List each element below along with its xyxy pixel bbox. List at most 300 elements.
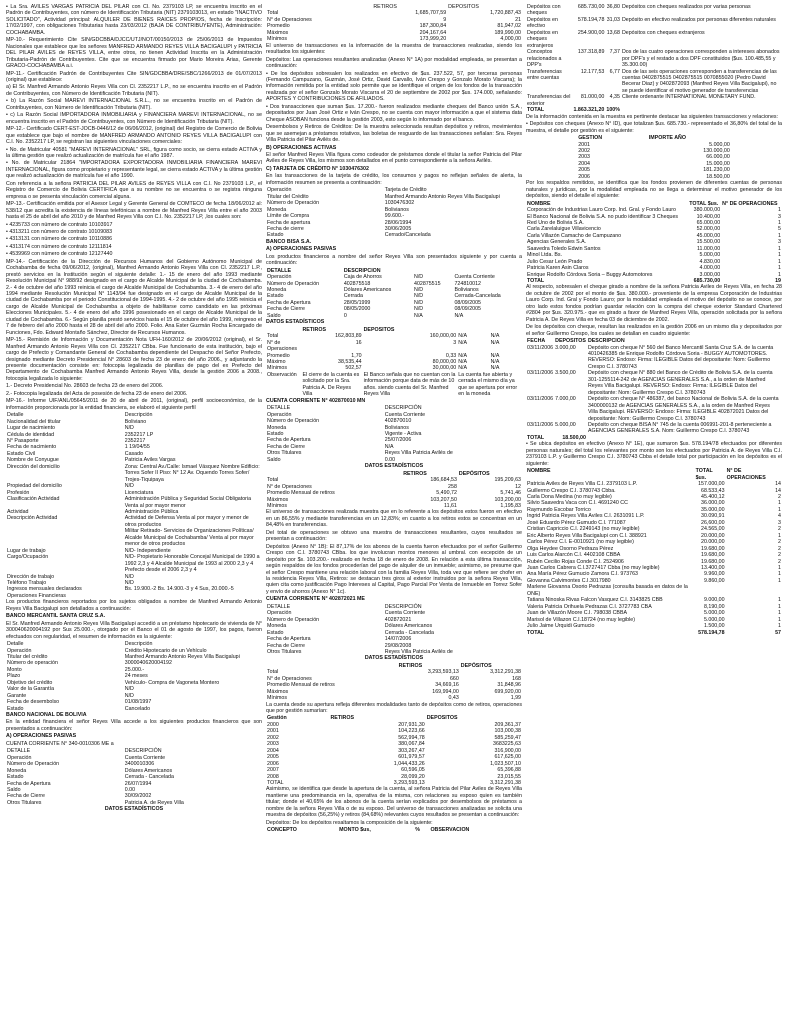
observation-label: Observación [267,371,297,378]
table-cell: Marlene Giovanna Osorio Pedrazas (consulta basada en datos de la ONE) [527,584,688,597]
table-cell: 23,015,55 [497,773,521,780]
table-cell: 5.000,00 [555,422,576,428]
table-cell: TOTAL [267,780,284,787]
credit-card-table [266,187,522,239]
table-cell: Objetivo del crédito [7,679,53,686]
table-cell: 1,023,507,10 [490,760,521,767]
section-title: C) TARJETA DE CRÉDITO N° 1030476302 [266,165,369,172]
table-cell: Transferencias entre cuentas [527,68,562,81]
table-cell: Rubén Cecilio Rojas Conde C.I. 2524906 [527,558,624,565]
table-cell: Estado [267,431,284,437]
paragraph: • No. de Matricular 40581 "MAREVI INTERNACIONAL" SRL, figura como socio, se cierra estado ACTIVA y la última gestión que realizó actualización de matrícula fue el año 1987. [6,146,262,159]
table-cell: 38,535,44 [338,359,362,366]
table-cell: Promedio Mensual de retiros [267,682,335,689]
table-cell: 52.000,00 [696,226,721,233]
table-cell: Número de Operación [7,761,60,768]
table-cell: 2352217 LP [124,431,154,438]
table-cell: Nombre de Conyugue [7,457,59,464]
table-cell: 303,267,47 [398,747,425,754]
table-cell: Operación [7,754,32,761]
table-cell: Estado [7,774,24,781]
table-cell: 1 [778,564,781,571]
table-cell: Olga Heydee Osorno Pedraza Pérez [527,545,614,552]
stats-table [266,663,522,702]
table-cell: 28/06/1994 [384,219,412,226]
table-cell: 30/06/2005 [384,225,412,232]
table-cell: 578.194,78 [577,16,605,23]
table-cell: Lugar de trabajo [7,547,46,554]
table-cell: Caja de Ahorros [343,274,382,281]
table-cell: 1 [778,610,781,617]
table-cell: 3000040620004192 [124,660,172,667]
stats-title: DATOS ESTADÍSTICOS [364,463,424,470]
table-cell: Tarjeta de Crédito [384,187,427,194]
table-cell: Cerrada - Cancelada [384,629,434,636]
table-cell: DESCRIPCIÓN [124,748,162,755]
table-cell: 0,33 [445,352,457,359]
table-cell: 4.830,00 [699,258,721,265]
table-cell: 31,03 [606,16,620,23]
section-title: A) OPERACIONES PASIVAS [266,246,337,253]
table-cell: Depósito con cheque N° 486387, del banco Nacional de Bolivia S.A. de la cuenta 3400000132 de AGENCIAS GENERALES S.A., a la orden de Manfred Reyes Villa Bacigalupi. REVERSO: Endoso: Firma: ILEGIBLE 402872021 Datos del depositante: Nom: Guillermo Crespo C.I. 3780743 [587,396,779,422]
table-cell: 19.680,00 [701,552,725,559]
table-cell: 2 [778,552,781,559]
table-cell: 24.565,00 [701,526,725,533]
table-cell: Actividad de Defensa Venta al por mayor y menor de otros productos [124,515,249,528]
header-cell: DEPOSITOS [555,338,586,345]
account-title: CUENTA CORRIENTE N° 340-0010306 ME a [6,740,114,747]
table-cell: 1 [778,577,781,584]
table-cell: Operación [267,187,292,194]
header-cell: DEPOSITOS [426,715,458,722]
paragraph: • 4539969 con número de contrato 12127440 [6,251,113,258]
table-cell: N° de Operaciones [267,483,312,490]
table-cell: N/A [384,443,394,450]
table-cell: Valeria Patricia Orihuela Pedrazas C.I. 3727783 CBA [527,603,652,610]
table-cell: Moneda [267,287,287,294]
table-cell: 30/09/2002 [124,793,152,800]
table-cell: Carla Dona Medina (no muy legible) [527,493,612,500]
header-cell: NOMBRE [527,200,551,207]
table-cell: 402870010 [384,418,412,425]
table-cell: 4,000,00 [500,36,521,43]
table-row [6,496,262,509]
table-cell: 45.400,12 [701,493,725,500]
table-row [526,422,782,435]
table-cell: N/D- Propietario Honorable Concejal Municipal de 1990 a 1992 2,3 y 4 Alcalde Municipal de 1993 al 2000 2,3 y 4 Prefecto desde el 2006 2,3 y 4 [124,554,260,574]
table-cell: N/A [458,339,468,346]
table-cell: Licenciatura [124,489,154,496]
table-cell: 1 [778,219,781,226]
table-cell: 3 [778,239,781,246]
observation-cell: El Banco señala que no cuentan con la información porque data de más de 10 años. siendo cuenta del Sr. Manfred Reyes Villa [363,371,456,398]
header-cell: GESTION [578,135,603,142]
table-cell: Operación [267,610,292,617]
table-cell: 5,490,72 [436,490,457,497]
table-cell: Total [267,333,279,340]
table-cell: Cancelado [124,705,151,712]
table-cell: 1 [778,571,781,578]
header-cell: IMPORTE AÑO [648,135,687,142]
table-cell: Fecha de Cierre [7,793,45,800]
table-cell: Patricia Aviles de Reyes Villa C.I. 2379103 L.P. [527,481,638,488]
table-cell: Ingresos mensuales declarados [7,586,82,593]
paragraph: MP-12.- Certificado CERT-EST-JOCB-0446/12 de 06/06/2012, (original) del Registro de Comercio de Bolivia que establece que bajo el nombre de MANFRED ARMANDO ANTONIO REYES VILLA BACIGALUPI con C.I. No. 2352217 LP, se registran las siguientes vinculaciones comerciales: [6,126,262,146]
table-header [266,827,522,833]
table-cell: 5.000,00 [703,610,725,617]
table-cell: 2006 [267,760,279,767]
table-cell: 31,848,96 [497,682,521,689]
table-cell: Patricia A. de Reyes Villa [124,799,184,806]
table-row [266,340,522,353]
paragraph: • c) La Razón Social IMPORTADORA INMOBILIARIA y FINANCIERA MAREVI INTERNACIONAL, no se encuentra inscrito en el Padrón de Contribuyentes, con Número de Identificación Tributaria (NIT). [6,112,262,125]
table-cell: Actividad [7,508,29,515]
account-title: CUENTA CORRIENTE N° 402872021 ME [266,596,365,603]
table-cell [6,528,124,547]
table-cell: DETALLE [267,405,291,412]
table-cell: 7,37 [609,49,620,56]
checks-table [526,338,782,441]
stats-table [266,4,522,43]
table-cell: 03/11/2006 [527,370,554,377]
table-cell: Titular del Crédito [267,193,309,200]
table-cell: Ana María Pérez Gumucio Zamora C.I. 973763 [527,571,638,578]
header-cell: TOTAL $us. [689,200,719,207]
table-cell: N/D [414,306,424,313]
paragraph: • 4313131 con número de contrato 10110886 [6,236,113,243]
table-cell: 20.000,00 [701,539,725,546]
table-cell: Estado [267,629,284,636]
table-cell: 19.680,00 [701,558,725,565]
table-cell: Fecha de Apertura [267,437,311,444]
bank-title: BANCO BISA S.A. [266,238,312,245]
table-cell: 187,300,84 [419,23,447,30]
table-cell: 254.900,00 [577,29,605,36]
table-cell: Promedio Mensual de retiros [267,490,335,497]
table-cell: Agencias Generales S.A. [527,239,587,246]
table-cell: Fecha de desembolso [7,699,60,706]
table-cell: Cuenta Corriente [454,274,495,281]
table-cell: Dirección del domicilio [7,463,60,470]
table-cell: 1 [778,506,781,513]
table-cell: Depósito con cheque N° 880 del Banco de Crédito de Bolivia S.A. de la cuenta 301-1255114-242 de AGENCIAS GENERALES S.A., a la orden de Manfred Reyes Villa Bacigalupi. REVERSO: Endoso: Firma: ILEGIBLE Datos del depositante: Nom: Guillermo Crespo C.I. 3780743 [587,370,773,396]
table-cell: 5.000,00 [699,252,721,259]
table-cell: 724810012 [454,280,481,287]
paragraph: MP-11.- Certificación Padrón de Contribuyentes Cite SIN/GDCBBA/DRE/SBC/1266/2013 de 01/07/2013 (original) que establece: [6,70,262,83]
total-value: 578.194,78 [698,629,725,636]
table-cell: Dos de las seis operaciones corresponden a transferencias de las cuentas 0402875515 0402875515 0070855020 (Pedro David Becerar Diaz) y 0402872093 (Manfred Reyes Villa Bacigalupi), no se puede identificar el motivo generador de transferencias [621,68,777,94]
table-cell: 8,190,00 [703,603,725,610]
table-cell: Dólares Americanos [343,287,392,294]
table-cell: Total [267,669,279,676]
table-cell: 2 [778,545,781,552]
header-cell: TOTAL $us. [695,468,713,481]
multi-stats-table [266,327,522,398]
table-cell: Transferencias del exterior [527,94,571,107]
table-cell: Boliviano [124,418,147,425]
table-cell: Conceptos relacionados a DPP's [527,49,562,69]
table-cell: N/A [490,339,500,346]
column-3-paragraphs [526,114,782,134]
paragraph: MP-15.- Remisión de Información y Documentación Nota UFH-160/2012 de 20/06/2012 (original), el Sr. Manfred Armando Antonio Reyes Villa con CI. 2352217 CBba. Fue funcionario de esta institución, bajo el cargo de Prefecto y Comandante General de Cochabamba dependiente del Despacho del Señor Prefecto, designado mediante Decreto Presidencial N° 28603 de fecha 23 de enero del año 2006., y adjuntando la presente documentación consiste en: fotocopia legalizada de planillas de pago del ex Prefecto del Departamento de Cochabamba Manfred Armando Antonio Reyes Villa, desde la gestión 2006 a 2008., fotocopia legalizada lo siguiente: [6,337,262,382]
table-cell: Julio Jaime Urquidi Gumucio [527,623,595,630]
table-cell: N/D [414,274,424,281]
observation-row [266,372,522,398]
newspaper-page [6,4,782,1020]
header-cell: % [415,827,420,834]
table-cell: 9.000,00 [703,597,725,604]
table-cell: 5.000,00 [709,141,730,148]
table-cell: 3,293,593,13 [393,780,425,787]
total-label: TOTAL [527,434,545,441]
table-cell: Dólares Americanos [384,623,433,630]
paragraph: Los productos financieros reportados por los sujetos obligados a nombre de Manfred Armando Antonio Reyes Villa Bacigalupi son detallados a continuación: [6,599,262,612]
table-cell: 162,803,89 [335,333,362,340]
column-1-paragraphs [6,4,262,411]
table-cell: DETALLE [267,603,291,610]
table-cell: Número de Operación [267,280,320,287]
table-cell: N/A [458,365,468,372]
table-cell: Zona: Central Av./Calle: Ismael Vásquez Nombre Edificio: Torres Sofer II Piso: N° 12 Av. Oquendo Torres Sofer/ Trojes-Tiquipaya [124,463,260,483]
section-paragraph: De los depósitos con cheque, resultan las realizados en la gestión 2006 en un mismo día y depositados por el señor Guillermo Crespo, los cuales se detallan en cuadro siguiente: [526,324,782,337]
total-value: 685.730,00 [693,278,721,285]
table-cell: N/A [458,352,468,359]
table-cell: 13.400,00 [701,564,725,571]
paragraph: 1.- Decreto Presidencial No. 28603 de fecha 23 de enero del 2006. [6,383,164,390]
table-cell: 380.000,00 [693,207,721,214]
table-cell: Máximos [267,688,289,695]
table-cell: Bolivianos [384,424,409,431]
table-cell: 2 [778,558,781,565]
section-paragraph: Por los respaldos remitidos, se identifica que los fondos provienen de diferentes cuentas de personas naturales y jurídicas, por la modalidad empleada no se llega a determinar el motivo generador de los depósitos, siendo el detalle el siguiente: [526,180,782,200]
table-cell: 1,99 [510,695,521,702]
header-cell: Descripción [124,412,153,419]
table-cell: 137.318,89 [577,49,605,56]
table-cell: 08/09/2005 [454,306,481,313]
table-cell: 14/07/2006 [384,636,412,643]
table-cell: 2003 [267,741,279,748]
section-paragraph: La cuenta desde su apertura refleja diferentes modalidades tanto de depósitos como de retiros, operaciones que por gestión sumarían: [266,701,522,715]
table-cell: Militar Retirado- Servicios de Organizaciones Políticas/ Alcalde Municipal de Cochabamba/ Venta al por mayor menor de otros productos [124,528,254,548]
table-row [6,464,262,483]
gestion-table [577,135,731,180]
bank-title: BANCO MERCANTIL SANTA CRUZ S.A. [6,613,106,620]
table-cell: 1,195,83 [500,502,521,509]
table-cell: 16 [355,339,362,346]
paragraph: • Depósitos con cheques (Anexo N° ID), que totalizan $us. 685.730.- representado el 36,80% del total de la muestra, el detalle por gestión es el siguiente: [526,121,782,134]
table-cell: 19.680,00 [701,545,725,552]
table-cell: 08/05/2000 [343,306,371,313]
table-cell: 3,293,593,13 [427,669,459,676]
table-cell: 7.000,00 [555,396,576,403]
paragraph: De la información contenida en la muestra es pertinente destacar las siguientes transacciones y relaciones: [526,113,779,120]
table-cell: Límite de Compra [267,213,310,220]
header-cell: OBSERVACION [430,827,470,834]
bank-title: BANCO NACIONAL DE BOLIVIA [6,712,87,719]
table-cell: 2002 [578,147,590,154]
table-cell: Fecha de apertura [267,219,311,226]
table-cell: N/A [454,312,464,319]
table-cell: Nacionalidad del titular [7,418,61,425]
table-cell: Cristian Capriccio C.I. 2249143 (no muy legible) [527,526,640,533]
table-cell: 1 [778,616,781,623]
table-cell: Cerrada - Cancelada [124,774,174,781]
column-3 [526,4,782,1020]
table-cell: Valor de la Garantía [7,686,55,693]
table-cell: 13,68 [606,29,620,36]
header-cell: DEPOSITOS [448,4,479,10]
table-cell: 1 [778,265,781,272]
header-cell: CONCEPTO [267,827,297,834]
table-cell: 1 [778,597,781,604]
table-cell: Clasificación Actividad [7,496,60,503]
table-cell: Detalle [7,641,24,648]
paragraph: • b) La Razón Social MAREVI INTERNACIONAL S.R.L., no se encuentra inscrito en el Padrón de Contribuyentes, con Número de Identificación Tributaria (NIT). [6,98,262,111]
table-cell: Carlos Pérez C.I. E-0010921 (no muy legible) [527,539,634,546]
table-cell: 01/08/1997 [124,699,152,706]
table-cell: Lugar de nacimiento [7,425,55,432]
table-cell: Giovanna Calvimontes C.I.3017980 [527,577,611,584]
table-cell: 2003 [578,154,590,161]
table-cell: DETALLE [7,748,31,755]
table-cell: 1,70 [351,352,362,359]
table-cell: Moneda [267,424,287,431]
table-cell: 1030476302 [384,200,415,207]
column-2 [266,4,522,1020]
table-cell: 258 [448,483,457,490]
table-cell: 660 [449,675,459,682]
table-cell: N/D- Independiente [124,547,171,554]
table-row [526,94,782,107]
table-cell: Depósitos con cheques [527,4,561,17]
yearly-table [266,715,522,786]
paragraph: • 4313174 con número de contrato 12111814 [6,243,112,250]
table-cell: 1 [778,245,781,252]
table-cell: Cliente ordenante INTERNATIONAL MONETARY FUND. [621,94,756,101]
total-percent: 100% [606,107,620,114]
table-cell: Fecha de nacimiento [7,444,57,451]
table-cell: Cuenta Corriente [124,754,166,761]
table-cell: 402875518 [343,280,371,287]
table-cell: 502,57 [345,365,362,372]
table-cell: 66.000,00 [706,154,730,161]
header-cell: RETIROS [403,470,427,477]
table-row [526,49,782,68]
table-cell: 103,000,38 [494,728,521,735]
table-cell: 2006 [578,173,590,180]
table-cell: 103,207,50 [430,496,457,503]
header-cell: RETIROS [302,326,326,333]
table-cell: 1 [778,271,781,278]
table-cell: 168 [512,675,521,682]
bank-paragraph: En la entidad financiera el señor Reyes Villa accede a los siguientes productos financieros que son presentados a continuación: [6,719,262,732]
table-cell: 28,099,20 [401,773,425,780]
table-cell: Cerrada [343,293,363,300]
table-cell: DESCRIPCIÓN [384,603,422,610]
table-cell: Bolivianos [454,287,479,294]
table-cell: Carla Zarelaluigue Villavicencio [527,226,601,233]
table-cell: Moneda [267,206,287,213]
column-2-paragraphs [266,43,522,144]
column-1 [6,4,262,1020]
table-cell: 21 [515,16,521,23]
table-cell: 402872021 [384,616,412,623]
table-cell: Vehículo- Compra de Vagoneta Montero [124,679,220,686]
table-cell: Guillermo Crespo C.I. 3780743 Cbba. [527,487,616,494]
table-cell: 562,994,78 [398,734,425,741]
table-cell: 2 [778,493,781,500]
paragraph: MP-16.- Informe UIF/ANL/05645/2011 de 20 de abril de 2011, (original), perfil socioeconómico, de la información proporcionada por la entidad financiera, se elaboró el siguiente perfil [6,398,262,411]
paragraph: Depósitos: Las operaciones resultantes analizadas (Anexo N° 1A) por modalidad empleada, se presentan a continuación: [266,56,522,70]
table-cell: Operación [267,274,292,281]
table-cell: N° de Operaciones [267,675,312,682]
table-cell: 3 [453,339,457,346]
table-cell: 316,900,00 [494,747,521,754]
table-row [526,370,782,396]
table-cell: 181.230,00 [703,167,730,174]
table-cell: 2001 [578,141,590,148]
table-cell: Depósitos en cheques extranjeros [527,29,558,49]
table-cell: 3,312,291,38 [490,669,521,676]
table-cell: Raymundo Escobar Torrico [527,506,591,513]
table-cell: 60,596,05 [401,767,425,774]
table-cell: 65.000,00 [696,219,721,226]
table-cell: 25/07/2006 [384,437,412,444]
table-cell: 585,259,47 [494,734,521,741]
table-cell: Juan Carlos Cabrera C.I.3727417 Cbba (no muy legible) [527,564,660,571]
deposits-table [526,468,782,636]
table-cell: Patricia Karen Asin Claros [527,265,589,272]
table-cell: 3 [778,519,781,526]
table-cell: Crédito Hipotecario de un Vehículo [124,647,207,654]
table-cell: Depósito con cheque BISA N° 745 de la cuenta 006991-201-8 perteneciente a AGENCIAS GENERALES S.A. Nom: Guillermo Crespo C.I. 3780743 [587,422,772,435]
table-cell: DESCRIPCIÓN [384,405,422,412]
table-cell: 0 [343,312,347,319]
table-cell: Plazo [7,673,21,680]
table-cell: 03/11/2006 [527,422,554,428]
table-cell: Monto [7,666,22,673]
table-cell: 2004 [578,160,590,167]
header-cell: DEPÓSITOS [458,470,490,477]
table-cell: 3.000,00 [699,271,721,278]
table-cell: 130.000,00 [703,147,730,154]
table-cell: Estado [267,232,284,239]
table-cell: José Eduardo Pérez Gumudo C.I. 771087 [527,519,626,526]
table-cell: 0.00 [124,787,136,794]
section-paragraph: En las transacciones de la tarjeta de crédito, los consumos y pagos no reflejan señales de alerta, la información resumen se presenta a continuación: [266,173,522,186]
table-cell: Máximos [267,496,289,503]
table-cell: 9 [443,16,447,23]
table-cell: 29/08/2008 [384,642,412,649]
table-cell: 6,77 [609,68,620,75]
table-cell: Cargo/Ocupación [7,554,49,561]
table-cell: N/A [458,333,468,340]
account-table [266,405,522,463]
table-cell: 3.500,00 [555,370,576,377]
table-cell: Vigente - Activa [384,431,422,437]
total-value: 18.500,00 [562,434,586,441]
profile-table [6,412,262,599]
table-cell: 157.000,00 [698,481,725,488]
table-cell: N/D [414,293,424,300]
table-cell: Dos de las cuatro operaciones corresponden a intereses abonados por DPF's y el restado a dos DPF constituidos ($us. 100.485,55 y 35.300.00) [621,49,780,69]
table-cell: Depósitos con cheques extranjeros [621,29,705,36]
section-paragraph: El señor Manfred Reyes Villa figura como codeudor de préstamos donde el titular la señor Patricia del Pilar Aviles de Reyes Villa, los mismos son detallados en el punto correspondiente a la señora Avilés. [266,151,522,165]
bank-paragraph: El Sr. Manfred Armando Antonio Reyes Villa Bacigalupi accedió a un préstamo hipotecario de vivienda de N° 300040620004192 por Sus 25.000.-, otorgado por el Banco el 01 de agosto de 1997, los pagos, fueron efectuados con regularidad, el resumen de información es la siguiente: [6,620,262,640]
total-count: 57 [775,629,781,636]
table-cell: 9.860,00 [703,577,725,584]
section-paragraph: Asimismo, se identifica que desde la apertura de la cuenta, al señora Patricia del Pilar Aviles de Reyes Villa mantiene una predominancia en la, operativa de la misma, con relaciones su esposo quien es también titular; donde el 40,65% de los abonos de la cuenta serían explicados por desembolsos de préstamos a nombre de la señora Reyes Villa o de su esposo. Del universo de transacciones analizadas se solicita una muestra de depósitos (56,25%) y retiros (84,68%) relevantes cuyos resultados se presentan a continuación: [266,786,522,819]
